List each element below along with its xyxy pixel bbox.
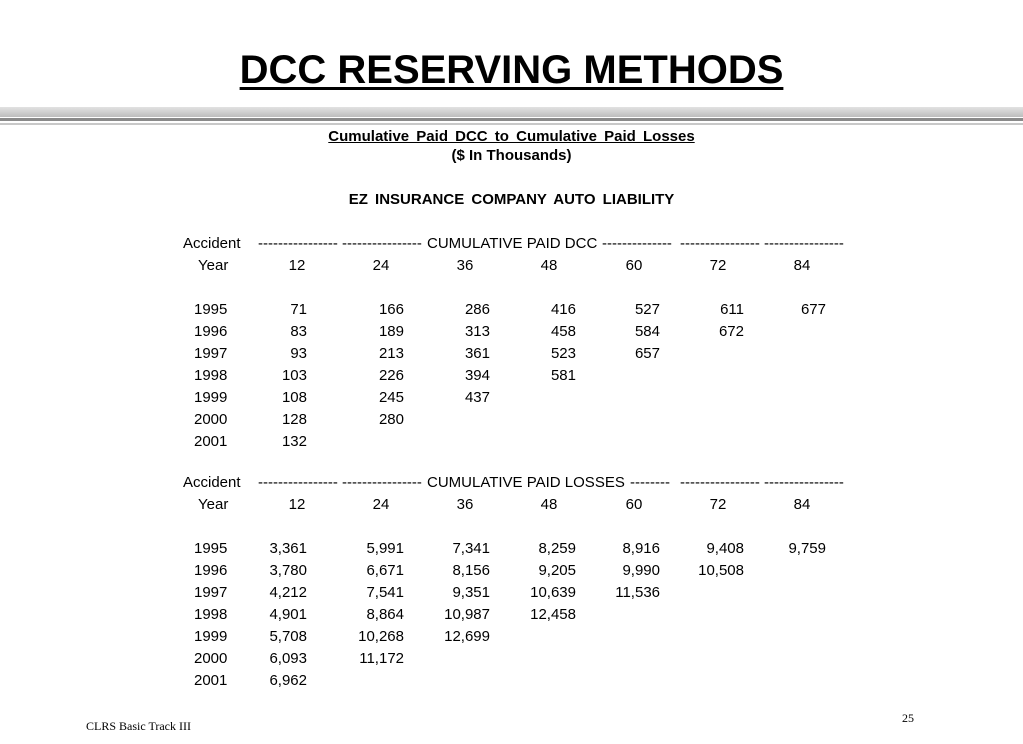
accident-year: 1999 [194,389,228,406]
table-cell: 11,172 [359,650,404,667]
table-cell: 527 [634,301,660,318]
table-cell: 7,341 [452,540,490,557]
accident-year: 1997 [194,345,228,362]
accident-year: 1998 [194,367,228,384]
dash-separator: ---------------- [258,235,338,252]
table-cell: 10,639 [530,584,576,601]
table-cell: 7,541 [366,584,404,601]
age-header: 12 [288,257,306,274]
table-cell: 6,962 [269,672,307,689]
table-cell: 5,708 [269,628,307,645]
table-cell: 10,987 [444,606,490,623]
table-cell: 10,268 [358,628,404,645]
table-cell: 9,990 [622,562,660,579]
table-cell: 166 [378,301,404,318]
age-header: 24 [372,496,390,513]
age-header: 24 [372,257,390,274]
table-cell: 584 [634,323,660,340]
age-header: 60 [625,257,643,274]
decorative-rule [0,118,1023,121]
age-header: 36 [456,257,474,274]
table-cell: 4,212 [269,584,307,601]
decorative-rule-thin [0,123,1023,125]
accident-year: 2001 [194,433,228,450]
accident-year: 1997 [194,584,228,601]
slide-title: DCC RESERVING METHODS [239,48,784,92]
dash-separator: ---------------- [342,235,422,252]
dash-separator: ---------------- [680,235,760,252]
year-label: Year [198,496,229,513]
dash-separator: ---------------- [764,235,844,252]
accident-year: 2000 [194,650,228,667]
table-cell: 83 [290,323,307,340]
age-header: 36 [456,496,474,513]
dash-separator: ---------------- [764,474,844,491]
table-cell: 313 [464,323,490,340]
table-cell: 611 [720,301,744,318]
table-cell: 9,759 [788,540,826,557]
page-number: 25 [902,711,914,725]
table-cell: 394 [464,367,490,384]
table-cell: 3,780 [269,562,307,579]
age-header: 12 [288,496,306,513]
table-cell: 416 [550,301,576,318]
table-cell: 9,351 [452,584,490,601]
age-header: 48 [540,257,558,274]
age-header: 72 [709,257,727,274]
accident-year: 2001 [194,672,228,689]
table-cell: 128 [281,411,307,428]
table-cell: 437 [464,389,490,406]
table-cell: 9,408 [706,540,744,557]
table-cell: 4,901 [269,606,307,623]
table-cell: 8,156 [452,562,490,579]
table-cell: 8,916 [622,540,660,557]
table-cell: 280 [378,411,404,428]
table-cell: 10,508 [698,562,744,579]
table-cell: 677 [800,301,826,318]
table-cell: 93 [290,345,307,362]
age-header: 60 [625,496,643,513]
accident-year: 1995 [194,540,228,557]
accident-year: 1995 [194,301,228,318]
table-cell: 132 [281,433,307,450]
accident-year: 1999 [194,628,228,645]
accident-year: 1996 [194,562,228,579]
table-cell: 8,864 [366,606,404,623]
table-subtitle: Cumulative Paid DCC to Cumulative Paid Losses [328,128,695,145]
accident-year: 2000 [194,411,228,428]
units-note: ($ In Thousands) [451,147,572,164]
table-cell: 523 [550,345,576,362]
dash-separator: ---------------- [342,474,422,491]
table-cell: 103 [281,367,307,384]
age-header: 72 [709,496,727,513]
section-header: CUMULATIVE PAID LOSSES [427,474,625,491]
accident-year: 1996 [194,323,228,340]
table-cell: 8,259 [538,540,576,557]
footer-course-label: CLRS Basic Track III [86,719,191,733]
accident-label: Accident [183,474,241,491]
table-cell: 458 [550,323,576,340]
table-cell: 12,458 [530,606,576,623]
dash-separator: -------------- [602,235,672,252]
table-cell: 189 [378,323,404,340]
table-cell: 213 [378,345,404,362]
table-cell: 11,536 [615,584,660,601]
table-cell: 657 [634,345,660,362]
company-heading: EZ INSURANCE COMPANY AUTO LIABILITY [348,191,675,208]
table-cell: 6,093 [269,650,307,667]
decorative-band [0,107,1023,117]
table-cell: 108 [281,389,307,406]
dash-separator: ---------------- [258,474,338,491]
table-cell: 286 [464,301,490,318]
section-header: CUMULATIVE PAID DCC [427,235,598,252]
age-header: 84 [793,496,811,513]
table-cell: 226 [378,367,404,384]
dash-separator: ---------------- [680,474,760,491]
table-cell: 361 [464,345,490,362]
table-cell: 672 [718,323,744,340]
age-header: 48 [540,496,558,513]
table-cell: 9,205 [538,562,576,579]
accident-year: 1998 [194,606,228,623]
table-cell: 245 [378,389,404,406]
age-header: 84 [793,257,811,274]
table-cell: 3,361 [269,540,307,557]
table-cell: 71 [290,301,307,318]
table-cell: 12,699 [444,628,490,645]
table-cell: 5,991 [366,540,404,557]
accident-label: Accident [183,235,241,252]
dash-separator: -------- [630,474,670,491]
table-cell: 6,671 [366,562,404,579]
table-cell: 581 [550,367,576,384]
year-label: Year [198,257,229,274]
